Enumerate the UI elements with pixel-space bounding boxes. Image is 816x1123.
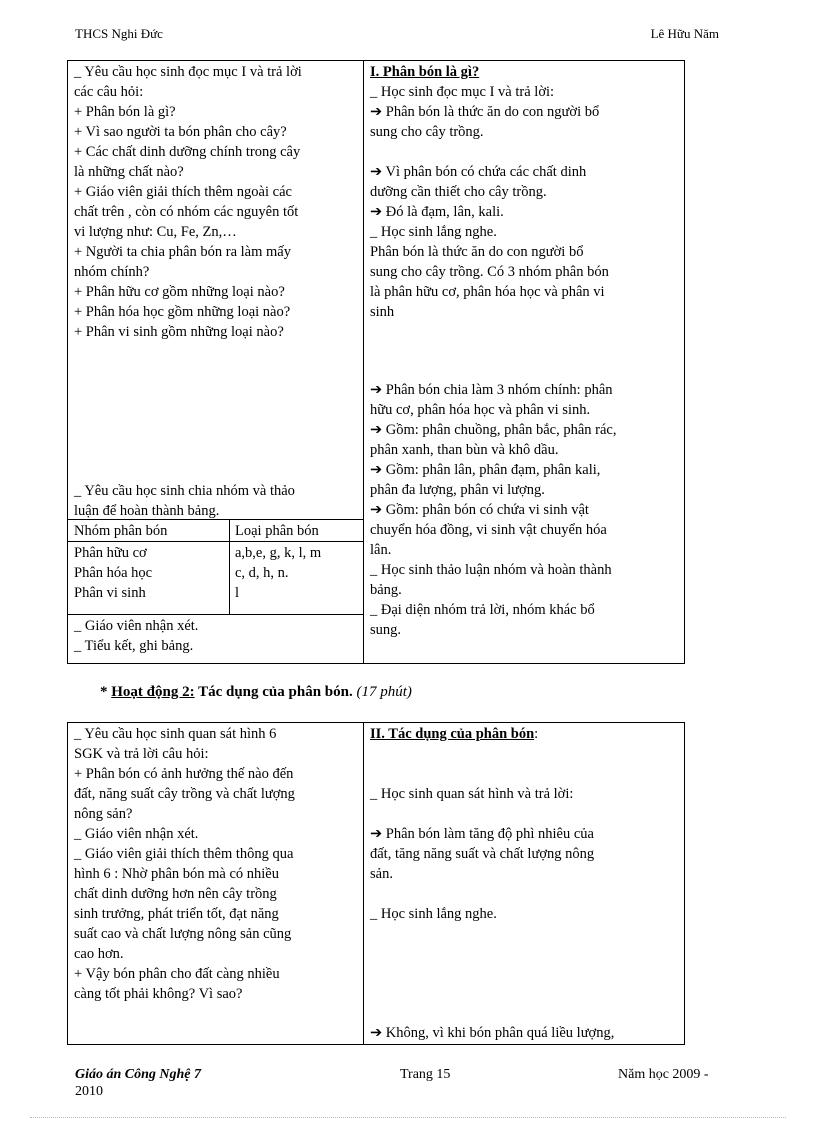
- text-line: bảng.: [370, 582, 402, 598]
- footer-school-year-tail: 2010: [75, 1084, 103, 1099]
- text-line: là những chất nào?: [74, 164, 184, 180]
- inner-table-top-border: [67, 519, 363, 520]
- text-line: dưỡng cần thiết cho cây trồng.: [370, 184, 547, 200]
- footer-page-number: Trang 15: [400, 1067, 451, 1082]
- text-line: suất cao và chất lượng nông sản cũng: [74, 926, 292, 942]
- inner-table-column-divider: [229, 519, 230, 614]
- text-line: _ Yêu cầu học sinh quan sát hình 6: [74, 726, 277, 742]
- text-line: + Phân hóa học gồm những loại nào?: [74, 304, 291, 320]
- text-line: chuyển hóa đồng, vi sinh vật chuyển hóa: [370, 522, 607, 538]
- heading-star: *: [100, 684, 108, 700]
- text-line: hữu cơ, phân hóa học và phân vi sinh.: [370, 402, 591, 418]
- group-name: Phân hữu cơ: [74, 545, 147, 561]
- type-value: c, d, h, n.: [235, 565, 289, 581]
- text-line: + Các chất dinh dưỡng chính trong cây: [74, 144, 301, 160]
- text-line: + Giáo viên giải thích thêm ngoài các: [74, 184, 292, 200]
- text-line: đất, năng suất cây trồng và chất lượng: [74, 786, 295, 802]
- group-name: Phân vi sinh: [74, 585, 146, 601]
- text-line: + Phân vi sinh gồm những loại nào?: [74, 324, 284, 340]
- text-line: ➔ Đó là đạm, lân, kali.: [370, 204, 504, 220]
- activity-label: Hoạt động 2:: [111, 684, 195, 700]
- text-line: sinh trưởng, phát triển tốt, đạt năng: [74, 906, 279, 922]
- inner-group-list: [74, 543, 224, 603]
- text-line: _ Học sinh lắng nghe.: [370, 224, 497, 240]
- inner-table-bottom-border: [67, 614, 363, 615]
- text-line: ➔ Gồm: phân lân, phân đạm, phân kali,: [370, 462, 601, 478]
- text-line: ➔ Vì phân bón có chứa các chất dinh: [370, 164, 587, 180]
- text-line: là phân hữu cơ, phân hóa học và phân vi: [370, 284, 605, 300]
- text-line: [370, 142, 684, 162]
- text-line: phân xanh, than bùn và khô dầu.: [370, 442, 559, 458]
- text-line: _ Học sinh thảo luận nhóm và hoàn thành: [370, 562, 612, 578]
- text-line: chất trên , còn có nhóm các nguyên tốt: [74, 204, 299, 220]
- text-line: càng tốt phải không? Vì sao?: [74, 986, 243, 1002]
- table1-column-divider: [363, 60, 364, 664]
- text-line: sung.: [370, 622, 402, 638]
- text-line: chất dinh dưỡng hơn nên cây trồng: [74, 886, 277, 902]
- text-line: + Vậy bón phân cho đất càng nhiều: [74, 966, 280, 982]
- text-line: sung cho cây trồng.: [370, 124, 484, 140]
- table1-group-task: [74, 481, 362, 521]
- text-line: sản.: [370, 866, 393, 882]
- table1-teacher-questions: [74, 62, 362, 342]
- text-line: hình 6 : Nhờ phân bón mà có nhiều: [74, 866, 279, 882]
- section-title-colon: :: [534, 726, 539, 742]
- page-bottom-rule: [30, 1117, 786, 1118]
- text-line: ➔ Phân bón làm tăng độ phì nhiêu của: [370, 826, 594, 842]
- text-line: lân.: [370, 542, 392, 558]
- text-line: [370, 764, 684, 784]
- table2-teacher-questions: [74, 724, 362, 1004]
- text-line: _ Yêu cầu học sinh chia nhóm và thảo: [74, 483, 295, 499]
- text-line: cao hơn.: [74, 946, 124, 962]
- text-line: [370, 884, 684, 904]
- text-line: ➔ Gồm: phân chuồng, phân bắc, phân rác,: [370, 422, 617, 438]
- group-name: Phân hóa học: [74, 565, 153, 581]
- type-value: l: [235, 585, 240, 601]
- table2-column-divider: [363, 722, 364, 1045]
- text-line: _ Tiểu kết, ghi bảng.: [74, 638, 194, 654]
- text-line: _ Yêu cầu học sinh đọc mục I và trả lời: [74, 64, 302, 80]
- text-line: ➔ Gồm: phân bón có chứa vi sinh vật: [370, 502, 589, 518]
- text-line: + Phân bón là gì?: [74, 104, 176, 120]
- table1-student-answers: [370, 62, 684, 322]
- text-line: luận để hoàn thành bảng.: [74, 503, 220, 519]
- table1-student-answers-2: [370, 380, 684, 640]
- table2-student-answers: [370, 724, 684, 924]
- text-line: các câu hỏi:: [74, 84, 144, 100]
- text-line: _ Giáo viên nhận xét.: [74, 618, 199, 634]
- text-line: _ Giáo viên nhận xét.: [74, 826, 199, 842]
- text-line: ➔ Phân bón là thức ăn do con người bổ: [370, 104, 600, 120]
- footer-lesson-title: Giáo án Công Nghệ 7: [75, 1067, 202, 1082]
- section-title-1: I. Phân bón là gì?: [370, 64, 480, 80]
- inner-table-header-border: [67, 541, 363, 542]
- text-line: đất, tăng năng suất và chất lượng nông: [370, 846, 595, 862]
- text-line: _ Học sinh lắng nghe.: [370, 906, 497, 922]
- text-line: _ Học sinh quan sát hình và trả lời:: [370, 786, 574, 802]
- table1-teacher-conclusion: [74, 616, 362, 656]
- text-line: + Phân hữu cơ gồm những loại nào?: [74, 284, 285, 300]
- header-school: THCS Nghi Đức: [75, 26, 163, 41]
- text-line: _ Học sinh đọc mục I và trả lời:: [370, 84, 555, 100]
- text-line: vi lượng như: Cu, Fe, Zn,…: [74, 224, 237, 240]
- text-line: [370, 804, 684, 824]
- text-line: sinh: [370, 304, 395, 320]
- text-line: [370, 744, 684, 764]
- text-line: ➔ Phân bón chia làm 3 nhóm chính: phân: [370, 382, 613, 398]
- text-line: Phân bón là thức ăn do con người bổ: [370, 244, 584, 260]
- text-line: nông sản?: [74, 806, 133, 822]
- header-author: Lê Hữu Năm: [650, 26, 719, 41]
- inner-header-type: Loại phân bón: [235, 523, 319, 539]
- activity-title: Tác dụng của phân bón.: [194, 684, 353, 700]
- text-line: _ Đại diện nhóm trả lời, nhóm khác bổ: [370, 602, 595, 618]
- text-line: + Vì sao người ta bón phân cho cây?: [74, 124, 287, 140]
- text-line: _ Giáo viên giải thích thêm thông qua: [74, 846, 294, 862]
- text-line: SGK và trả lời câu hỏi:: [74, 746, 209, 762]
- text-line: phân đa lượng, phân vi lượng.: [370, 482, 545, 498]
- activity-2-heading: [100, 684, 412, 701]
- type-value: a,b,e, g, k, l, m: [235, 545, 322, 561]
- table2-last-answer: ➔ Không, vì khi bón phân quá liều lượng,: [370, 1025, 615, 1041]
- text-line: + Phân bón có ảnh hưởng thế nào đến: [74, 766, 294, 782]
- activity-time: (17 phút): [352, 684, 412, 700]
- inner-header-group: Nhóm phân bón: [74, 523, 168, 539]
- text-line: nhóm chính?: [74, 264, 150, 280]
- footer-school-year: Năm học 2009 -: [618, 1067, 709, 1082]
- text-line: sung cho cây trồng. Có 3 nhóm phân bón: [370, 264, 609, 280]
- text-line: + Người ta chia phân bón ra làm mấy: [74, 244, 291, 260]
- inner-type-list: [235, 543, 360, 603]
- section-title-2: II. Tác dụng của phân bón: [370, 726, 535, 742]
